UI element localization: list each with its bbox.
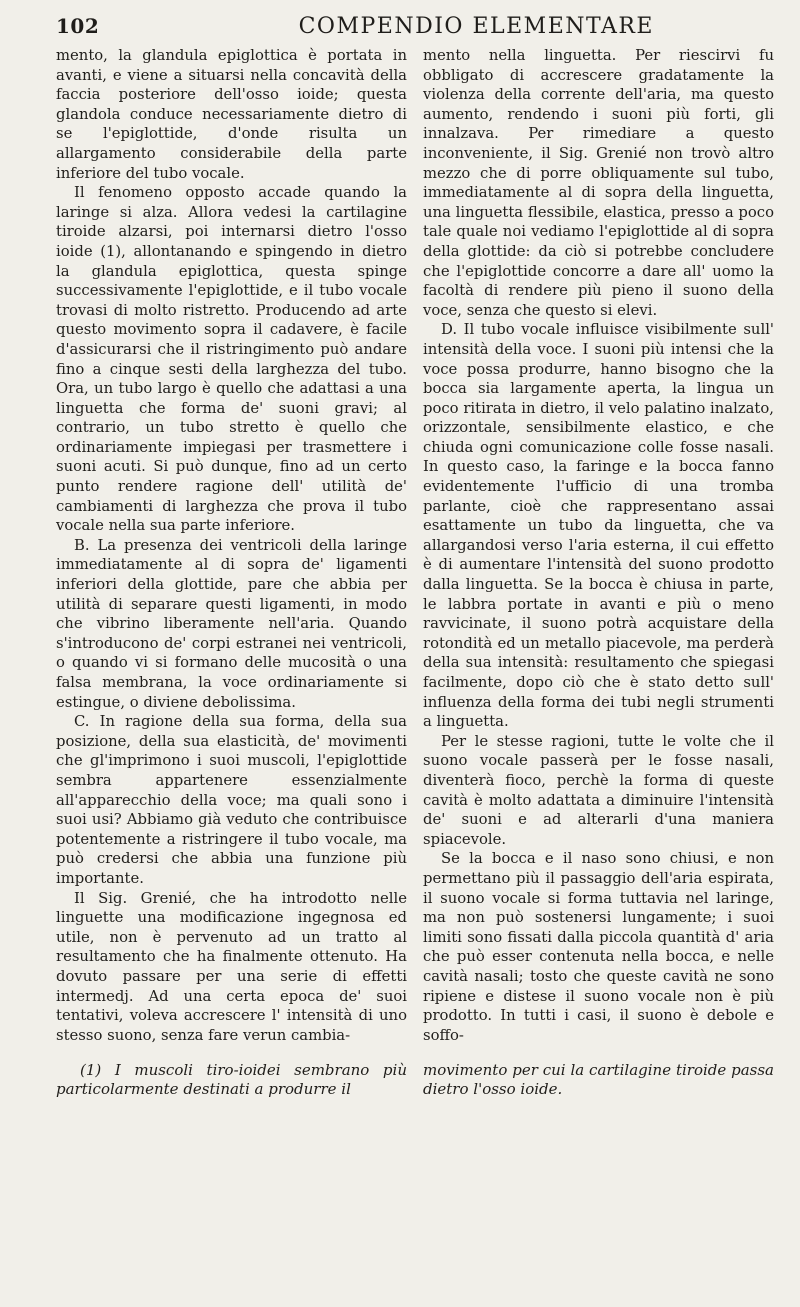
paragraph: Il fenomeno opposto accade quando la laringe si alza. Allora vedesi la cartilagine tiroide alzarsi, poi internarsi dietro l'osso ioide (1), allontanando e spingendo in dietro la glandula epiglottica, questa spinge successivamente l'epiglottide, e il tubo vocale trovasi di molto ristretto. Producendo ad arte questo movimento sopra il cadavere, è facile d'assicurarsi che il ristringimento può andare fino a cinque sesti della larghezza del tubo. Ora, un tubo largo è quello che adattasi a una linguetta che forma de' suoni gravi; al contrario, un tubo stretto è quello che ordinariamente impiegasi per trasmettere i suoni acuti. Si può dunque, fino ad un certo punto rendere ragione dell' utilità de' cambiamenti di larghezza che prova il tubo vocale nella sua parte inferiore.: [56, 184, 407, 535]
paragraph: Il Sig. Grenié, che ha introdotto nelle linguette una modificazione ingegnosa ed utile, non è pervenuto ad un tratto al resultamento che ha finalmente ottenuto. Ha dovuto passare per una serie di effetti intermedj. Ad una certa epoca de' suoi tentativi, voleva accrescere l' intensità di uno stesso suono, senza fare verun cambia-: [56, 889, 407, 1044]
paragraph: D. Il tubo vocale influisce visibilmente sull' intensità della voce. I suoni più intensi che la voce possa produrre, hanno bisogno che la bocca sia largamente aperta, la lingua un poco ritirata in dietro, il velo palatino inalzato, orizzontale, sensibilmente elastico, e che chiuda ogni comunicazione colle fosse nasali. In questo caso, la faringe e la bocca fanno evidentemente l'ufficio di una tromba parlante, cioè che rappresentano assai esattamente un tubo da linguetta, che va allargandosi verso l'aria esterna, il cui effetto è di aumentare l'intensità del suono prodotto dalla linguetta. Se la bocca è chiusa in parte, le labbra portate in avanti e più o meno ravvicinate, il suono potrà acquistare della rotondità ed un metallo piacevole, ma perderà della sua intensità: resultamento che spiegasi facilmente, dopo ciò che è stato detto sull' influenza della forma dei tubi negli strumenti a linguetta.: [423, 321, 774, 731]
paragraph: mento, la glandula epiglottica è portata in avanti, e viene a situarsi nella concavità della faccia posteriore dell'osso ioide; questa glandola conduce necessariamente dietro di se l'epiglottide, d'onde risulta un allargamento considerabile della parte inferiore del tubo vocale.: [56, 47, 407, 182]
footnote: [56, 1061, 774, 1099]
paragraph: Per le stesse ragioni, tutte le volte che il suono vocale passerà per le fosse nasali, diventerà fioco, perchè la forma di queste cavità è molto adattata a diminuire l'intensità de' suoni e ad alterarli d'una maniera spiacevole.: [423, 732, 774, 848]
paragraph: Se la bocca e il naso sono chiusi, e non permettano più il passaggio dell'aria espirata, il suono vocale si forma tuttavia nel laringe, ma non può sostenersi lungamente; i suoi limiti sono fissati dalla piccola quantità d' aria che può esser contenuta nella bocca, e nelle cavità nasali; tosto che queste cavità ne sono ripiene e distese il suono vocale non è più prodotto. In tutti i casi, il suono è debole e soffo-: [423, 850, 774, 1044]
footnote-right: movimento per cui la cartilagine tiroide passa dietro l'osso ioide.: [423, 1061, 774, 1099]
right-column: [423, 46, 774, 1045]
paragraph: C. In ragione della sua forma, della sua posizione, della sua elasticità, de' movimenti che gl'imprimono i suoi muscoli, l'epiglottide sembra appartenere essenzialmente all'apparecchio della voce; ma quali sono i suoi usi? Abbiamo già veduto che contribuisce potentemente a ristringere il tubo vocale, ma può credersi che abbia una funzione più importante.: [56, 713, 407, 887]
text-columns: [56, 46, 774, 1045]
footnote-left: (1) I muscoli tiro-ioidei sembrano più particolarmente destinati a produrre il: [56, 1061, 407, 1099]
running-title: COMPENDIO ELEMENTARE: [298, 14, 654, 39]
paragraph: mento nella linguetta. Per riescirvi fu obbligato di accrescere gradatamente la violenza della corrente dell'aria, ma questo aumento, rendendo i suoni più forti, gli innalzava. Per rimediare a questo inconveniente, il Sig. Grenié non trovò altro mezzo che di porre obliquamente sul tubo, immediatamente al di sopra della linguetta, una linguetta flessibile, elastica, presso a poco tale quale noi vediamo l'epiglottide al di sopra della glottide: da ciò si potrebbe concludere che l'epiglottide concorre a dare all' uomo la facoltà di rendere più pieno il suono della voce, senza che questo si elevi.: [423, 47, 774, 319]
paragraph: B. La presenza dei ventricoli della laringe immediatamente al di sopra de' ligamenti inferiori della glottide, pare che abbia per utilità di separare questi ligamenti, in modo che vibrino liberamente nell'aria. Quando s'introducono de' corpi estranei nei ventricoli, o quando vi si formano delle mucosità o una falsa membrana, la voce ordinariamente si estingue, o diviene debolissima.: [56, 536, 407, 711]
page-number: 102: [56, 14, 100, 38]
left-column: [56, 46, 407, 1045]
page-header: [56, 14, 774, 40]
